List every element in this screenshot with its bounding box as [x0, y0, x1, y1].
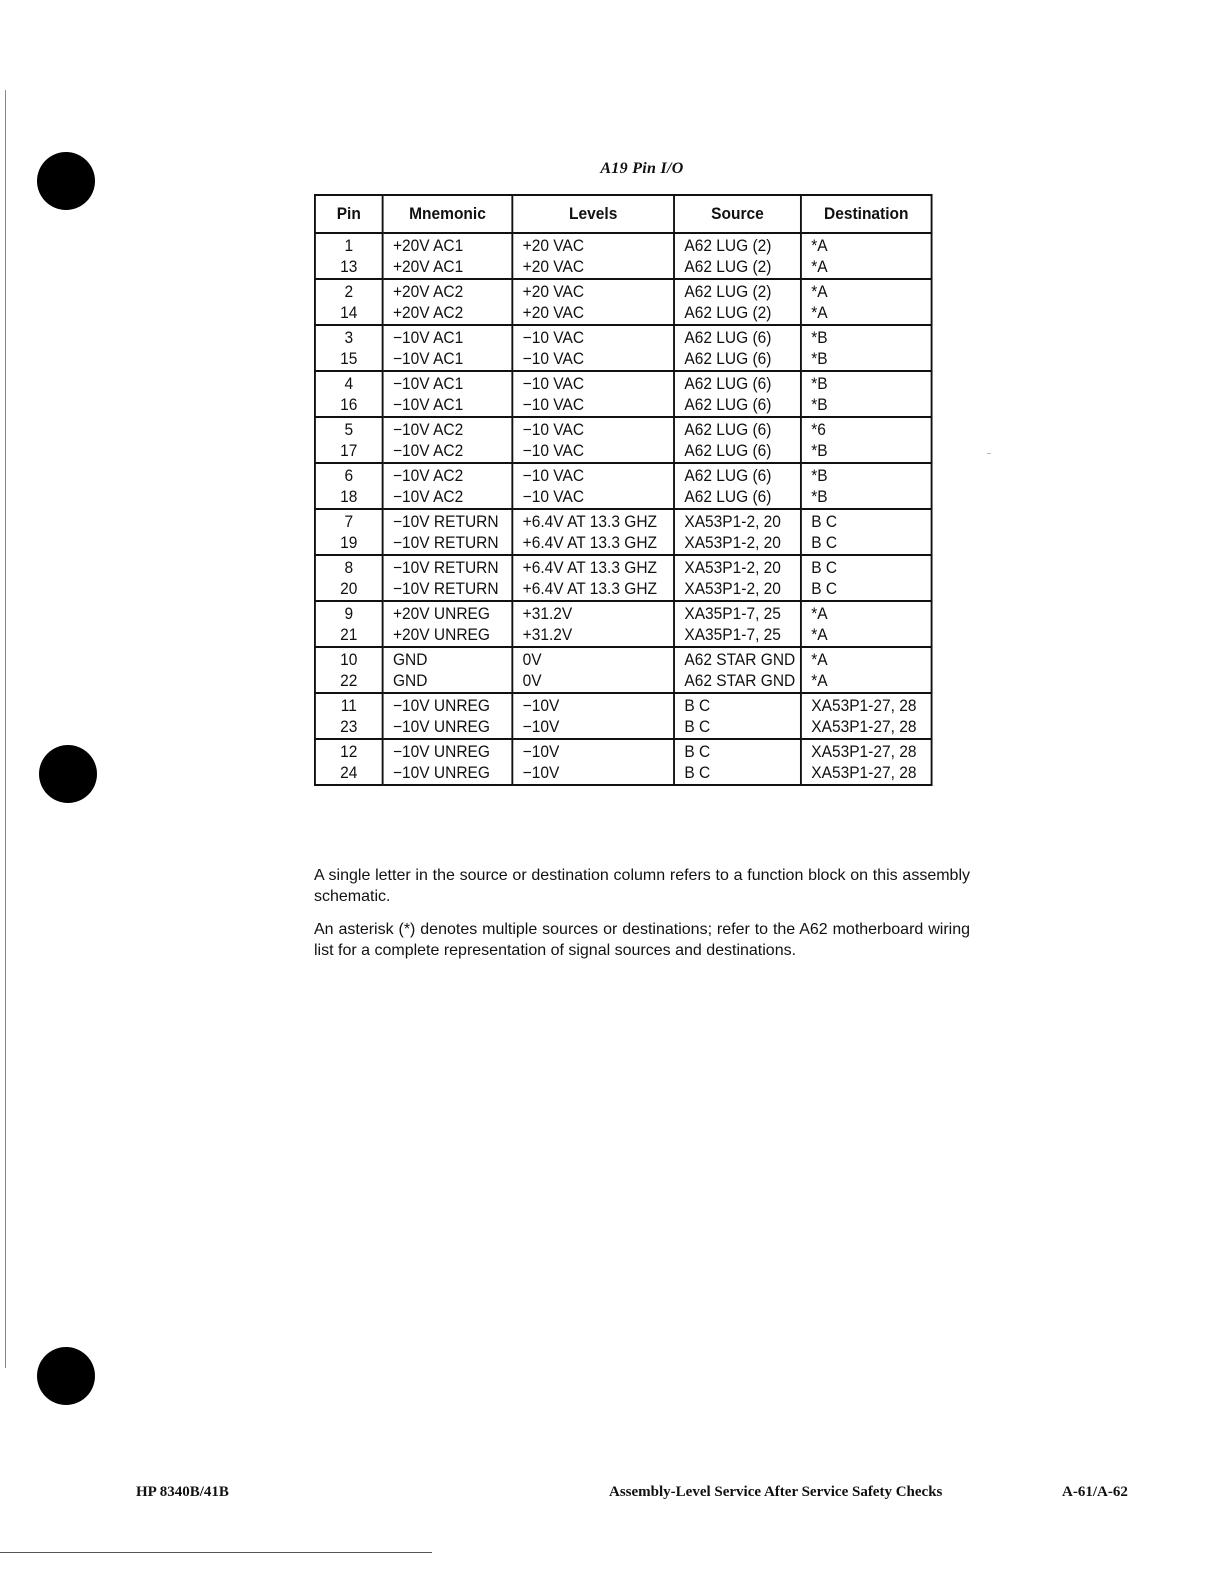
table-row: [315, 601, 932, 647]
pin-cell-line: 4: [344, 375, 354, 393]
levels-cell: [512, 555, 674, 601]
pin-cell: [315, 463, 383, 509]
destination-cell-line: *B: [811, 467, 828, 485]
levels-cell-line: +31.2V: [522, 626, 573, 644]
pin-cell: [315, 325, 383, 371]
source-cell-line: A62 STAR GND: [684, 672, 796, 690]
destination-cell-line: B C: [811, 513, 838, 531]
source-cell: [674, 325, 801, 371]
punch-hole-bottom: [37, 1347, 95, 1405]
pin-cell-line: 22: [340, 672, 358, 690]
levels-cell: [512, 463, 674, 509]
destination-cell-line: B C: [811, 559, 838, 577]
destination-cell-line: XA53P1-27, 28: [811, 743, 917, 761]
source-cell: [674, 693, 801, 739]
mnemonic-cell: [383, 325, 513, 371]
levels-cell: [512, 371, 674, 417]
source-cell: [674, 509, 801, 555]
scan-speck: [987, 453, 991, 454]
pin-cell-line: 3: [344, 329, 354, 347]
levels-cell: [512, 233, 674, 279]
mnemonic-cell: [383, 509, 513, 555]
table-row: [315, 555, 932, 601]
table-row: [315, 509, 932, 555]
source-cell-line: B C: [684, 743, 711, 761]
pin-cell: [315, 739, 383, 785]
bottom-rule: [0, 1552, 432, 1553]
mnemonic-cell-line: +20V AC2: [392, 304, 464, 322]
mnemonic-cell-line: GND: [392, 651, 428, 669]
pin-cell: [315, 693, 383, 739]
source-cell-line: XA35P1-7, 25: [684, 626, 781, 644]
destination-cell: [801, 325, 932, 371]
mnemonic-cell: [383, 601, 513, 647]
levels-cell-line: +6.4V AT 13.3 GHZ: [522, 534, 658, 552]
mnemonic-cell: [383, 693, 513, 739]
destination-cell: [801, 647, 932, 693]
pin-cell: [315, 601, 383, 647]
destination-cell: [801, 371, 932, 417]
mnemonic-cell-line: −10V UNREG: [392, 718, 490, 736]
levels-cell: [512, 279, 674, 325]
levels-cell-line: −10V: [522, 697, 560, 715]
mnemonic-cell-line: −10V AC2: [392, 421, 464, 439]
source-cell-line: A62 LUG (6): [684, 375, 772, 393]
table-row: [315, 279, 932, 325]
destination-cell-line: *A: [811, 304, 828, 322]
pin-cell: [315, 555, 383, 601]
source-cell-line: A62 LUG (6): [684, 329, 772, 347]
footer-page-number: A-61/A-62: [1062, 1484, 1128, 1500]
mnemonic-cell: [383, 463, 513, 509]
source-cell-line: A62 LUG (2): [684, 258, 772, 276]
table-title: A19 Pin I/O: [600, 160, 684, 177]
note-asterisk: An asterisk (*) denotes multiple sources or destinations; refer to the A62 motherboard wiring list for a complete representation of signal sources and destinations.: [314, 921, 970, 959]
destination-cell: [801, 739, 932, 785]
destination-cell: [801, 279, 932, 325]
mnemonic-cell-line: −10V RETURN: [392, 559, 499, 577]
pin-cell-line: 24: [340, 764, 358, 782]
source-cell-line: B C: [684, 718, 711, 736]
pin-cell: [315, 417, 383, 463]
source-cell-line: A62 LUG (2): [684, 237, 772, 255]
pin-cell-line: 23: [340, 718, 358, 736]
source-cell-line: A62 LUG (2): [684, 304, 772, 322]
destination-cell-line: *A: [811, 258, 828, 276]
pin-io-table: [314, 194, 933, 786]
destination-cell: [801, 693, 932, 739]
levels-cell: [512, 417, 674, 463]
header-source: Source: [674, 195, 801, 233]
destination-cell-line: XA53P1-27, 28: [811, 764, 917, 782]
mnemonic-cell-line: −10V UNREG: [392, 764, 490, 782]
source-cell: [674, 601, 801, 647]
mnemonic-cell: [383, 647, 513, 693]
pin-cell: [315, 371, 383, 417]
levels-cell-line: 0V: [522, 651, 542, 669]
destination-cell-line: *A: [811, 283, 828, 301]
source-cell: [674, 279, 801, 325]
levels-cell-line: +20 VAC: [522, 258, 585, 276]
pin-cell: [315, 279, 383, 325]
destination-cell-line: XA53P1-27, 28: [811, 718, 917, 736]
note-single-letter: A single letter in the source or destination column refers to a function block on this assembly schematic.: [314, 867, 970, 905]
destination-cell-line: *B: [811, 396, 828, 414]
destination-cell: [801, 463, 932, 509]
pin-cell-line: 6: [344, 467, 354, 485]
table-row: [315, 739, 932, 785]
table-row: [315, 693, 932, 739]
source-cell-line: A62 LUG (6): [684, 467, 772, 485]
source-cell-line: A62 LUG (6): [684, 488, 772, 506]
levels-cell-line: +20 VAC: [522, 304, 585, 322]
mnemonic-cell-line: −10V AC1: [392, 375, 464, 393]
destination-cell-line: *B: [811, 442, 828, 460]
source-cell-line: A62 LUG (6): [684, 396, 772, 414]
destination-cell-line: *B: [811, 329, 828, 347]
mnemonic-cell-line: −10V RETURN: [392, 513, 499, 531]
pin-cell-line: 20: [340, 580, 358, 598]
pin-cell-line: 13: [340, 258, 358, 276]
pin-cell-line: 9: [344, 605, 354, 623]
mnemonic-cell-line: −10V UNREG: [392, 697, 490, 715]
levels-cell-line: +6.4V AT 13.3 GHZ: [522, 513, 658, 531]
table-row: [315, 647, 932, 693]
destination-cell-line: B C: [811, 534, 838, 552]
pin-cell-line: 16: [340, 396, 358, 414]
pin-cell: [315, 233, 383, 279]
levels-cell: [512, 601, 674, 647]
header-mnemonic: Mnemonic: [383, 195, 513, 233]
pin-cell-line: 14: [340, 304, 358, 322]
destination-cell-line: *A: [811, 651, 828, 669]
levels-cell-line: −10 VAC: [522, 375, 585, 393]
levels-cell-line: −10 VAC: [522, 421, 585, 439]
levels-cell-line: −10 VAC: [522, 329, 585, 347]
source-cell: [674, 647, 801, 693]
mnemonic-cell: [383, 233, 513, 279]
pin-cell-line: 19: [340, 534, 358, 552]
mnemonic-cell-line: −10V AC2: [392, 467, 464, 485]
mnemonic-cell: [383, 371, 513, 417]
pin-cell: [315, 509, 383, 555]
source-cell: [674, 371, 801, 417]
levels-cell-line: −10V: [522, 764, 560, 782]
header-pin: Pin: [315, 195, 383, 233]
levels-cell: [512, 693, 674, 739]
levels-cell: [512, 325, 674, 371]
mnemonic-cell-line: −10V AC1: [392, 350, 464, 368]
levels-cell-line: −10 VAC: [522, 467, 585, 485]
mnemonic-cell: [383, 739, 513, 785]
source-cell-line: XA53P1-2, 20: [684, 580, 781, 598]
source-cell: [674, 739, 801, 785]
pin-cell-line: 15: [340, 350, 358, 368]
levels-cell-line: −10 VAC: [522, 488, 585, 506]
levels-cell-line: −10V: [522, 718, 560, 736]
pin-cell-line: 8: [344, 559, 354, 577]
destination-cell-line: XA53P1-27, 28: [811, 697, 917, 715]
header-destination: Destination: [801, 195, 932, 233]
mnemonic-cell-line: +20V UNREG: [392, 626, 490, 644]
levels-cell-line: −10 VAC: [522, 350, 585, 368]
levels-cell: [512, 647, 674, 693]
source-cell-line: A62 STAR GND: [684, 651, 796, 669]
pin-cell-line: 12: [340, 743, 358, 761]
table-row: [315, 417, 932, 463]
mnemonic-cell-line: −10V AC2: [392, 442, 464, 460]
mnemonic-cell-line: −10V AC2: [392, 488, 464, 506]
punch-hole-middle: [39, 745, 97, 803]
left-margin-line: [5, 90, 6, 1368]
notes: [314, 865, 970, 973]
table-row: [315, 463, 932, 509]
source-cell-line: A62 LUG (6): [684, 442, 772, 460]
destination-cell-line: *A: [811, 605, 828, 623]
table-row: [315, 325, 932, 371]
mnemonic-cell-line: GND: [392, 672, 428, 690]
destination-cell-line: *A: [811, 237, 828, 255]
destination-cell: [801, 233, 932, 279]
pin-cell-line: 7: [344, 513, 354, 531]
levels-cell-line: +6.4V AT 13.3 GHZ: [522, 559, 658, 577]
mnemonic-cell-line: +20V AC1: [392, 237, 464, 255]
source-cell-line: XA35P1-7, 25: [684, 605, 781, 623]
pin-cell: [315, 647, 383, 693]
source-cell-line: A62 LUG (2): [684, 283, 772, 301]
pin-cell-line: 2: [344, 283, 354, 301]
pin-cell-line: 10: [340, 651, 358, 669]
destination-cell-line: *A: [811, 672, 828, 690]
mnemonic-cell-line: +20V AC1: [392, 258, 464, 276]
pin-cell-line: 18: [340, 488, 358, 506]
source-cell: [674, 555, 801, 601]
levels-cell: [512, 509, 674, 555]
mnemonic-cell-line: −10V RETURN: [392, 534, 499, 552]
source-cell-line: B C: [684, 764, 711, 782]
source-cell-line: B C: [684, 697, 711, 715]
destination-cell: [801, 555, 932, 601]
destination-cell-line: *A: [811, 626, 828, 644]
source-cell: [674, 417, 801, 463]
footer-model: HP 8340B/41B: [136, 1484, 229, 1500]
levels-cell-line: +20 VAC: [522, 237, 585, 255]
source-cell-line: XA53P1-2, 20: [684, 513, 781, 531]
mnemonic-cell-line: −10V AC1: [392, 329, 464, 347]
mnemonic-cell-line: −10V RETURN: [392, 580, 499, 598]
levels-cell-line: 0V: [522, 672, 542, 690]
mnemonic-cell-line: +20V UNREG: [392, 605, 490, 623]
table-header-row: [315, 195, 932, 233]
destination-cell-line: *6: [811, 421, 826, 439]
mnemonic-cell-line: +20V AC2: [392, 283, 464, 301]
source-cell: [674, 463, 801, 509]
table-row: [315, 233, 932, 279]
levels-cell-line: −10 VAC: [522, 442, 585, 460]
source-cell-line: A62 LUG (6): [684, 421, 772, 439]
mnemonic-cell: [383, 555, 513, 601]
destination-cell-line: *B: [811, 488, 828, 506]
pin-cell-line: 1: [344, 237, 354, 255]
levels-cell-line: +31.2V: [522, 605, 573, 623]
mnemonic-cell-line: −10V UNREG: [392, 743, 490, 761]
header-levels: Levels: [512, 195, 674, 233]
footer-section: Assembly-Level Service After Service Safety Checks: [609, 1484, 943, 1500]
levels-cell-line: −10 VAC: [522, 396, 585, 414]
destination-cell-line: *B: [811, 375, 828, 393]
levels-cell-line: −10V: [522, 743, 560, 761]
source-cell: [674, 233, 801, 279]
destination-cell: [801, 417, 932, 463]
destination-cell-line: B C: [811, 580, 838, 598]
pin-cell-line: 11: [340, 697, 357, 715]
mnemonic-cell: [383, 279, 513, 325]
destination-cell: [801, 601, 932, 647]
destination-cell-line: *B: [811, 350, 828, 368]
levels-cell-line: +20 VAC: [522, 283, 585, 301]
destination-cell: [801, 509, 932, 555]
pin-cell-line: 17: [340, 442, 358, 460]
source-cell-line: XA53P1-2, 20: [684, 559, 781, 577]
source-cell-line: XA53P1-2, 20: [684, 534, 781, 552]
mnemonic-cell-line: −10V AC1: [392, 396, 464, 414]
table-row: [315, 371, 932, 417]
source-cell-line: A62 LUG (6): [684, 350, 772, 368]
mnemonic-cell: [383, 417, 513, 463]
pin-cell-line: 21: [340, 626, 358, 644]
pin-cell-line: 5: [344, 421, 354, 439]
levels-cell-line: +6.4V AT 13.3 GHZ: [522, 580, 658, 598]
levels-cell: [512, 739, 674, 785]
